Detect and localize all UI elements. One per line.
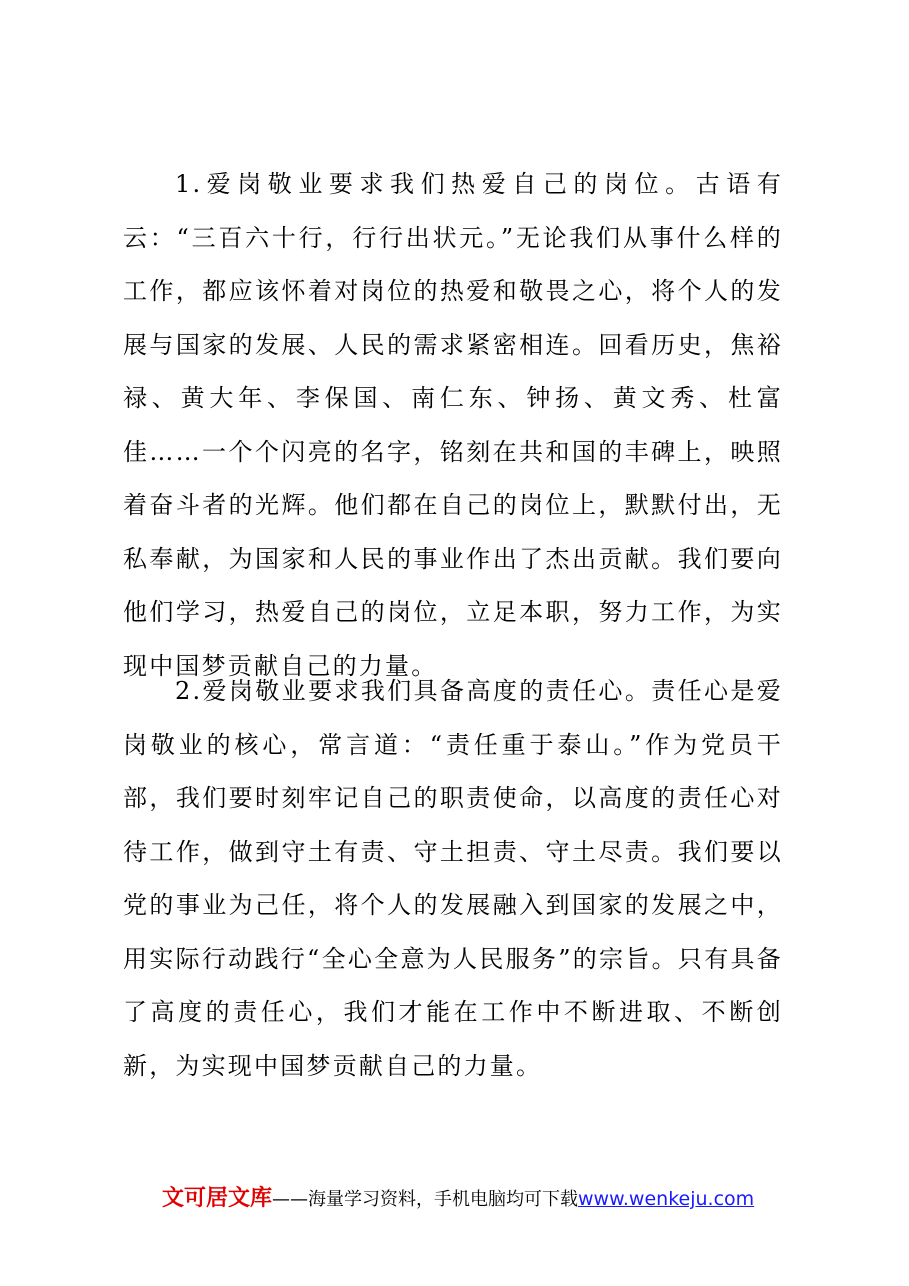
footer-banner (162, 1181, 754, 1212)
body-paragraph-2: 2.爱岗敬业要求我们具备高度的责任心。责任心是爱岗敬业的核心，常言道：“责任重于泰山。”作为党员干部，我们要时刻牢记自己的职责使命，以高度的责任心对待工作，做到守土有责、守土担责、守土尽责。我们要以党的事业为己任，将个人的发展融入到国家的发展之中，用实际行动践行“全心全意为人民服务”的宗旨。只有具备了高度的责任心，我们才能在工作中不断进取、不断创新，为实现中国梦贡献自己的力量。 (123, 677, 783, 1080)
body-paragraph-1: 1.爱岗敬业要求我们热爱自己的岗位。古语有云：“三百六十行，行行出状元。”无论我们从事什么样的工作，都应该怀着对岗位的热爱和敬畏之心，将个人的发展与国家的发展、人民的需求紧密相连。回看历史，焦裕禄、黄大年、李保国、南仁东、钟扬、黄文秀、杜富佳……一个个闪亮的名字，铭刻在共和国的丰碑上，映照着奋斗者的光辉。他们都在自己的岗位上，默默付出，无私奉献，为国家和人民的事业作出了杰出贡献。我们要向他们学习，热爱自己的岗位，立足本职，努力工作，为实现中国梦贡献自己的力量。 (123, 170, 783, 680)
footer-brand: 文可居文库 (162, 1186, 273, 1211)
footer-tagline: ——海量学习资料，手机电脑均可下载 (272, 1189, 579, 1210)
footer-url-link[interactable]: www.wenkeju.com (578, 1188, 755, 1210)
